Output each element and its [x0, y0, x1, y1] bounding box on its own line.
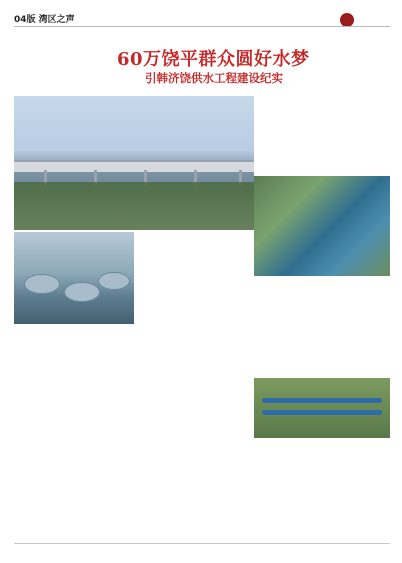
- water-tank: [24, 274, 60, 294]
- article-column-c3: [258, 452, 390, 540]
- article-subhead: 引韩济饶供水工程建设纪实: [145, 71, 283, 85]
- chinese-newspaper-logo-icon: [340, 13, 354, 27]
- page-footer: [14, 547, 390, 559]
- article-column-c1: [258, 96, 390, 174]
- bridge-shape: [14, 160, 254, 172]
- footer-divider: [14, 543, 390, 544]
- newspaper-logo: [340, 9, 394, 23]
- article-headline: 60万饶平群众圆好水梦: [117, 49, 310, 70]
- tree-line: [14, 182, 254, 230]
- treatment-plant-photo: [14, 232, 134, 324]
- water-pipe: [262, 398, 382, 403]
- article-column-c2: [258, 290, 390, 376]
- article-column-a2: [14, 338, 134, 538]
- article-column-b2: [137, 444, 251, 540]
- article-column-b1: [137, 246, 251, 430]
- pipeline-photo: [254, 378, 390, 438]
- reservoir-photo: [14, 96, 254, 230]
- page-section-tag: 04版 湾区之声: [14, 15, 75, 25]
- river-aerial-photo: [254, 176, 390, 276]
- masthead-divider: [14, 26, 390, 27]
- water-tank: [64, 282, 100, 302]
- water-pipe: [262, 410, 382, 415]
- water-tank: [98, 272, 130, 290]
